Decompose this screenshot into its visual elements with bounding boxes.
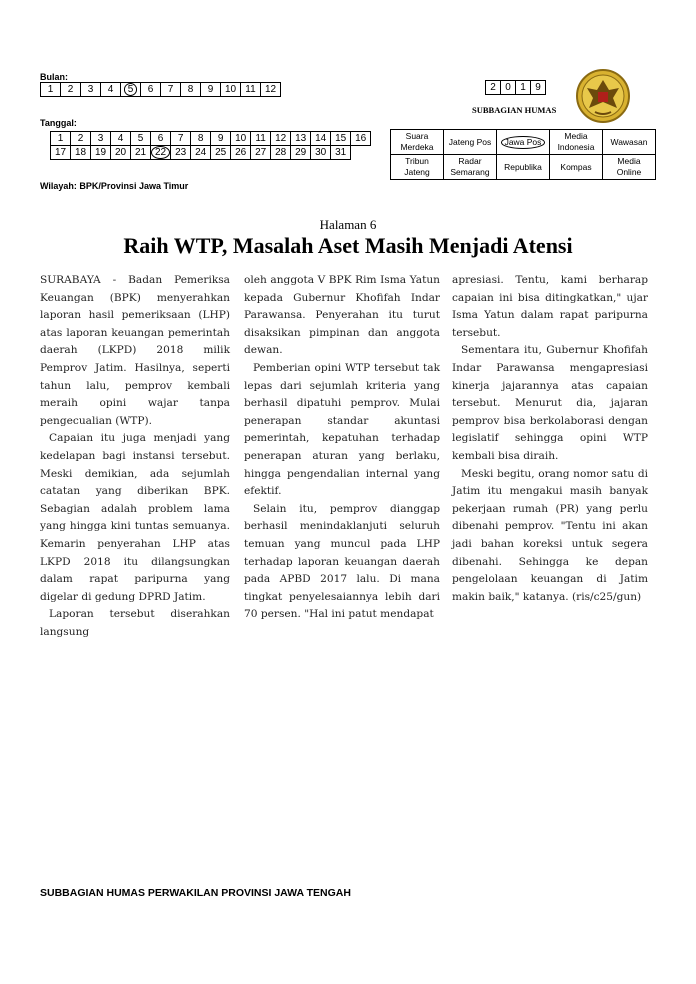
month-cell: 8: [181, 83, 201, 97]
date-cell: 24: [191, 146, 211, 160]
month-cell: 4: [101, 83, 121, 97]
date-cell: 30: [311, 146, 331, 160]
date-cell: 11: [251, 132, 271, 146]
date-cell: 4: [111, 132, 131, 146]
date-cell: 20: [111, 146, 131, 160]
date-cell: 27: [251, 146, 271, 160]
paragraph: Pemberian opini WTP tersebut tak lepas dari sejumlah kriteria yang berhasil dipatuhi pemprov. Mulai penerapan standar akuntasi pemerintah, kepatuhan terhadap penerapan aturan yang berlaku, hingga pengendalian internal yang efektif.: [244, 361, 440, 498]
date-cell: 13: [291, 132, 311, 146]
date-cell: 1: [51, 132, 71, 146]
article-column-1: [40, 272, 230, 641]
article-column-2: [244, 272, 440, 624]
date-cell: [151, 146, 171, 160]
month-grid: [40, 82, 281, 97]
year-grid: [485, 80, 546, 95]
media-cell: Media Online: [603, 155, 656, 180]
date-cell: 16: [351, 132, 371, 146]
date-cell: 2: [71, 132, 91, 146]
bulan-label: Bulan:: [40, 72, 68, 82]
media-cell: Suara Merdeka: [391, 130, 444, 155]
date-cell: 12: [271, 132, 291, 146]
date-cell: 19: [91, 146, 111, 160]
date-cell: 23: [171, 146, 191, 160]
org-label: SUBBAGIAN HUMAS: [472, 105, 557, 115]
paragraph: Capaian itu juga menjadi yang kedelapan bagi instansi tersebut. Meski demikian, ada sejumlah catatan yang diberikan BPK. Sebagian adalah problem lama yang hingga kini tuntas semuanya. Kemarin penyerahan LHP atas LKPD 2018 itu dilangsungkan dalam rapat paripurna yang digelar di gedung DPRD Jatim.: [40, 432, 230, 603]
date-cell: 9: [211, 132, 231, 146]
article-title: Raih WTP, Masalah Aset Masih Menjadi Atensi: [123, 233, 573, 258]
month-cell: 6: [141, 83, 161, 97]
month-cell: 10: [221, 83, 241, 97]
month-cell: 3: [81, 83, 101, 97]
year-digit: 1: [516, 81, 531, 95]
media-cell: Radar Semarang: [444, 155, 497, 180]
month-cell: 9: [201, 83, 221, 97]
paragraph: Meski begitu, orang nomor satu di Jatim itu mengakui masih banyak pekerjaan rumah (PR) yang perlu dibenahi pemprov. "Tentu ini akan jadi bahan koreksi untuk segera dibenahi. Sehingga ke depan pengelolaan keuangan di Jatim makin baik," katanya. (ris/c25/gun): [452, 467, 648, 603]
date-cell: 17: [51, 146, 71, 160]
date-cell: 21: [131, 146, 151, 160]
year-digit: 0: [501, 81, 516, 95]
date-cell: 28: [271, 146, 291, 160]
month-cell: 2: [61, 83, 81, 97]
date-cell: 26: [231, 146, 251, 160]
media-cell: [497, 130, 550, 155]
month-cell: 1: [41, 83, 61, 97]
date-grid: [50, 131, 371, 160]
media-table: [390, 129, 656, 180]
paragraph: SURABAYA - Badan Pemeriksa Keuangan (BPK) menyerahkan laporan hasil pemeriksaan (LHP) atas laporan keuangan pemerintah daerah (LKPD) 2018 milik Pemprov Jatim. Hasilnya, seperti tahun lalu, pemprov kembali meraih opini wajar tanpa pengecualian (WTP).: [40, 274, 230, 427]
media-cell: Republika: [497, 155, 550, 180]
footer: SUBBAGIAN HUMAS PERWAKILAN PROVINSI JAWA TENGAH: [40, 887, 351, 899]
month-cell: 11: [241, 83, 261, 97]
paragraph: oleh anggota V BPK Rim Isma Yatun kepada Gubernur Khofifah Indar Parawansa. Penyerahan itu turut disaksikan pimpinan dan anggota dewan.: [244, 274, 440, 357]
date-cell: 5: [131, 132, 151, 146]
media-cell: Tribun Jateng: [391, 155, 444, 180]
month-cell: 12: [261, 83, 281, 97]
year-digit: 9: [531, 81, 546, 95]
paragraph: Selain itu, pemprov dianggap berhasil menindaklanjuti seluruh temuan yang muncul pada LHP terhadap laporan keuangan daerah pada APBD 2017 lalu. Di mana tingkat penyelesaiannya lebih dari 70 persen. "Hal ini patut mendapat: [244, 502, 440, 621]
selected-mark: Jawa Pos: [501, 136, 546, 149]
month-cell: 7: [161, 83, 181, 97]
date-cell: 31: [331, 146, 351, 160]
date-cell: 14: [311, 132, 331, 146]
date-cell: 3: [91, 132, 111, 146]
paragraph: apresiasi. Tentu, kami berharap capaian ini bisa ditingkatkan," ujar Isma Yatun dalam rapat paripurna tersebut.: [452, 274, 648, 339]
date-cell: 6: [151, 132, 171, 146]
paragraph: Laporan tersebut diserahkan langsung: [40, 608, 230, 638]
date-cell: 7: [171, 132, 191, 146]
media-cell: Jateng Pos: [444, 130, 497, 155]
garuda-emblem: [575, 68, 631, 124]
selected-mark: 5: [124, 83, 138, 96]
paragraph: Sementara itu, Gubernur Khofifah Indar Parawansa mengapresiasi kinerja jajarannya atas capaian tersebut. Menurut dia, jajaran pemprov bisa berkolaborasi dengan legislatif sehingga opini WTP kembali bisa diraih.: [452, 344, 648, 462]
date-cell: 18: [71, 146, 91, 160]
year-digit: 2: [486, 81, 501, 95]
date-cell: 8: [191, 132, 211, 146]
date-cell: 15: [331, 132, 351, 146]
wilayah-label: Wilayah: BPK/Provinsi Jawa Timur: [40, 181, 189, 191]
media-cell: Media Indonesia: [550, 130, 603, 155]
month-cell: [121, 83, 141, 97]
media-cell: Kompas: [550, 155, 603, 180]
date-cell: 10: [231, 132, 251, 146]
date-cell: 29: [291, 146, 311, 160]
page-number: Halaman 6: [319, 217, 377, 232]
selected-mark: 22: [151, 146, 170, 159]
media-cell: Wawasan: [603, 130, 656, 155]
article-column-3: [452, 272, 648, 606]
date-cell: 25: [211, 146, 231, 160]
tanggal-label: Tanggal:: [40, 118, 77, 128]
